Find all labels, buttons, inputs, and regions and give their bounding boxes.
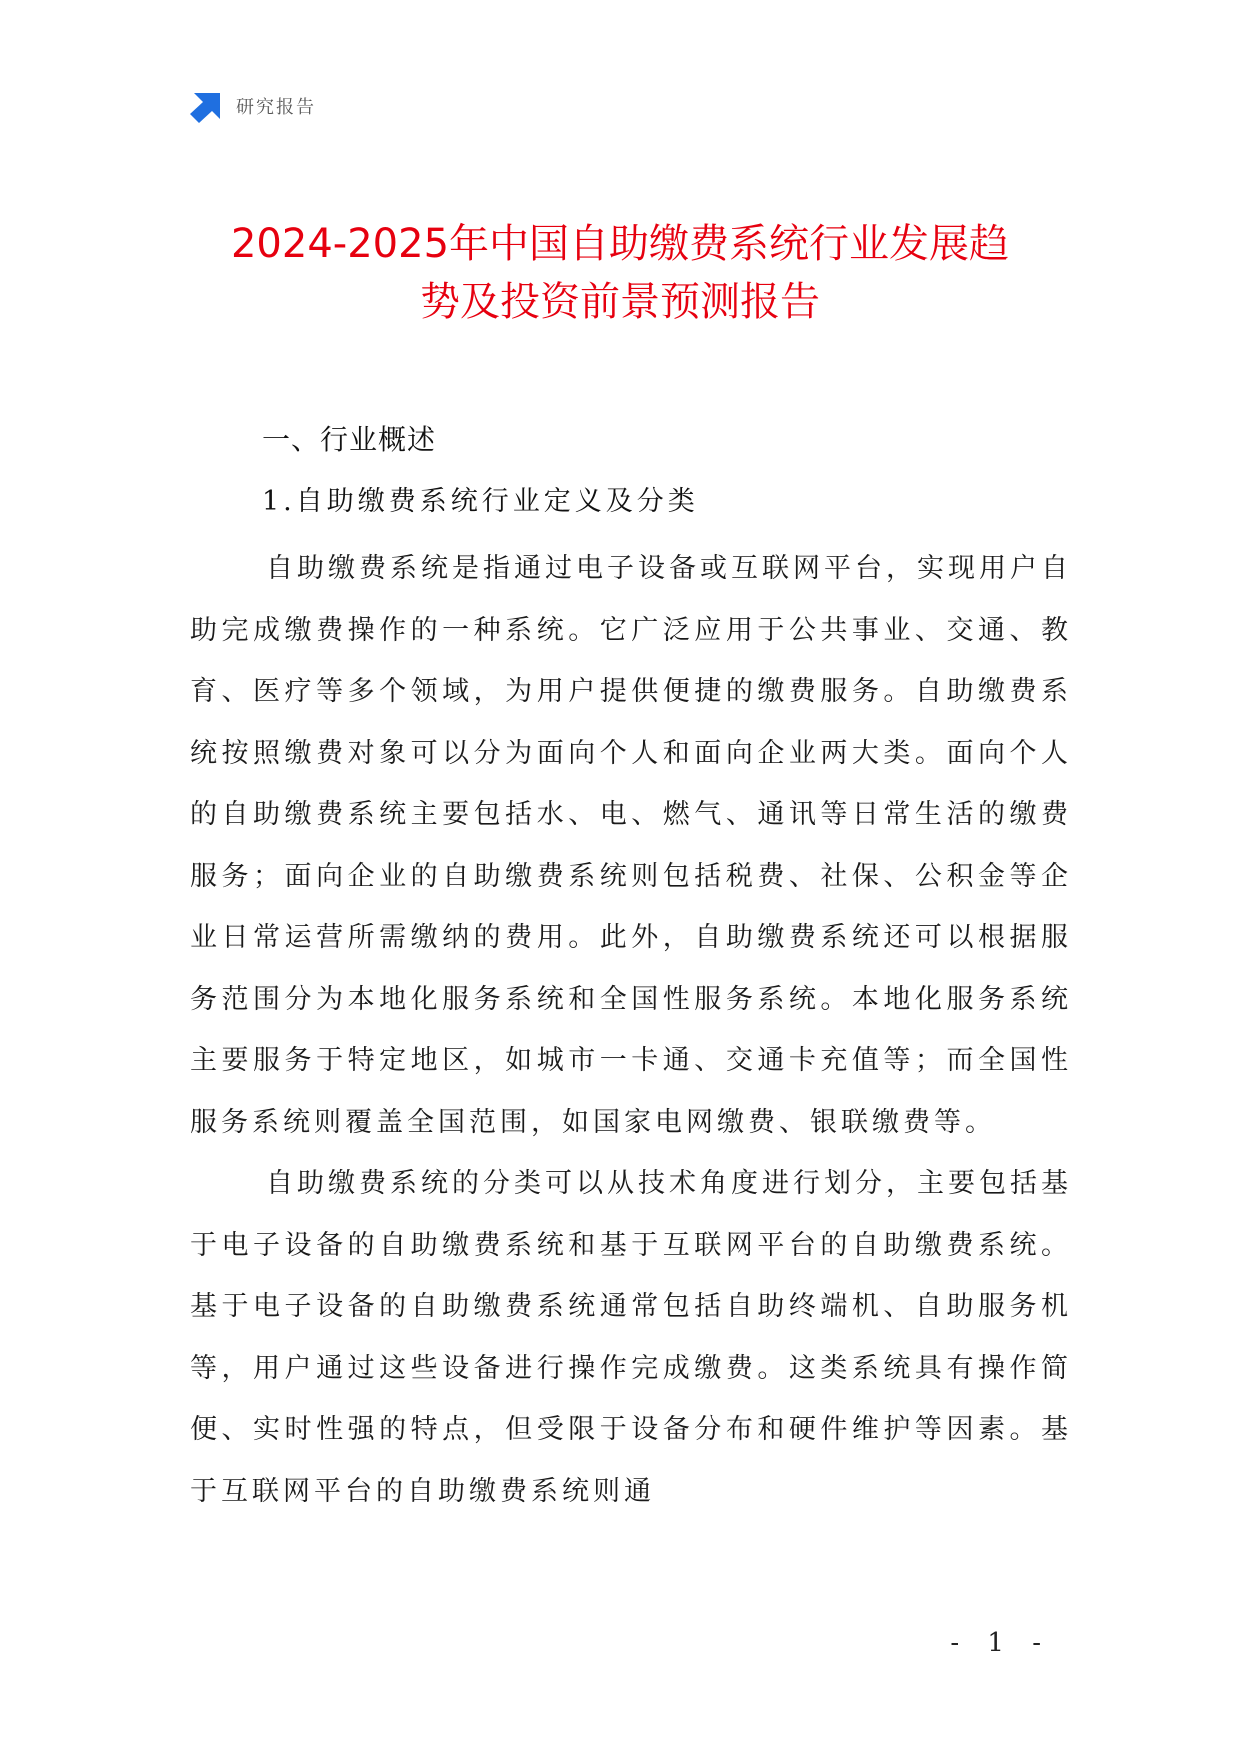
paragraph-1: 自助缴费系统是指通过电子设备或互联网平台，实现用户自助完成缴费操作的一种系统。它广泛应用于公共事业、交通、教育、医疗等多个领域，为用户提供便捷的缴费服务。自助缴费系统按照缴费对象可以分为面向个人和面向企业两大类。面向个人的自助缴费系统主要包括水、电、燃气、通讯等日常生活的缴费服务；面向企业的自助缴费系统则包括税费、社保、公积金等企业日常运营所需缴纳的费用。此外，自助缴费系统还可以根据服务范围分为本地化服务系统和全国性服务系统。本地化服务系统主要服务于特定地区，如城市一卡通、交通卡充值等；而全国性服务系统则覆盖全国范围，如国家电网缴费、银联缴费等。	[190, 553, 1072, 1138]
arrow-up-right-logo-icon	[190, 89, 224, 123]
document-title	[150, 215, 1090, 331]
page-number: - 1 -	[950, 1628, 1051, 1658]
header-label: 研究报告	[236, 97, 316, 118]
section-heading: 一、行业概述	[262, 423, 437, 456]
paragraph-2: 自助缴费系统的分类可以从技术角度进行划分，主要包括基于电子设备的自助缴费系统和基于互联网平台的自助缴费系统。基于电子设备的自助缴费系统通常包括自助终端机、自助服务机等，用户通过这些设备进行操作完成缴费。这类系统具有操作简便、实时性强的特点，但受限于设备分布和硬件维护等因素。基于互联网平台的自助缴费系统则通	[190, 1168, 1072, 1507]
subsection-heading: 1.自助缴费系统行业定义及分类	[262, 486, 699, 517]
body-text	[190, 538, 1072, 1522]
document-title-line-2: 势及投资前景预测报告	[420, 279, 820, 325]
report-header	[190, 88, 316, 124]
document-title-line-1: 2024-2025年中国自助缴费系统行业发展趋	[230, 221, 1010, 267]
